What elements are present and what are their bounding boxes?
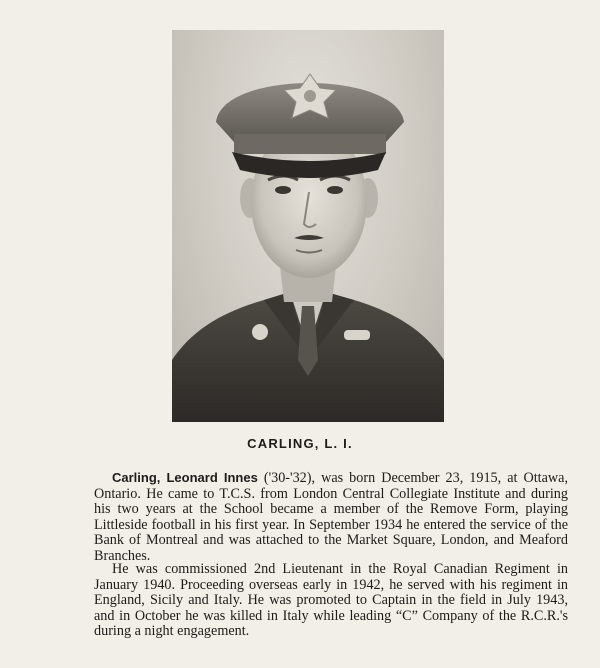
biography-paragraph-1: [94, 470, 568, 565]
portrait-caption: CARLING, L. I.: [247, 436, 353, 451]
biography-paragraph-1-text: ('30-'32), was born December 23, 1915, at Ottawa, Ontario. He came to T.C.S. from London Central Collegiate Institute and during his two years at the School became a member of the Remove Form, playing Littleside football in his first year. In September 1934 he entered the service of the Bank of Montreal and was attached to the Market Square, London, and Meaford Branches.: [94, 470, 568, 564]
subject-name: Carling, Leonard Innes: [112, 470, 258, 485]
biography-paragraph-2: He was commissioned 2nd Lieutenant in the Royal Canadian Regiment in January 1940. Proceeding overseas early in 1942, he served with his regiment in England, Sicily and Italy. He was promoted to Captain in the field in July 1943, and in October he was killed in Italy while leading “C” Company of the R.C.R.'s during a night engagement.: [94, 561, 568, 640]
portrait-photo: [172, 30, 444, 422]
soldier-portrait-illustration: [172, 30, 444, 422]
